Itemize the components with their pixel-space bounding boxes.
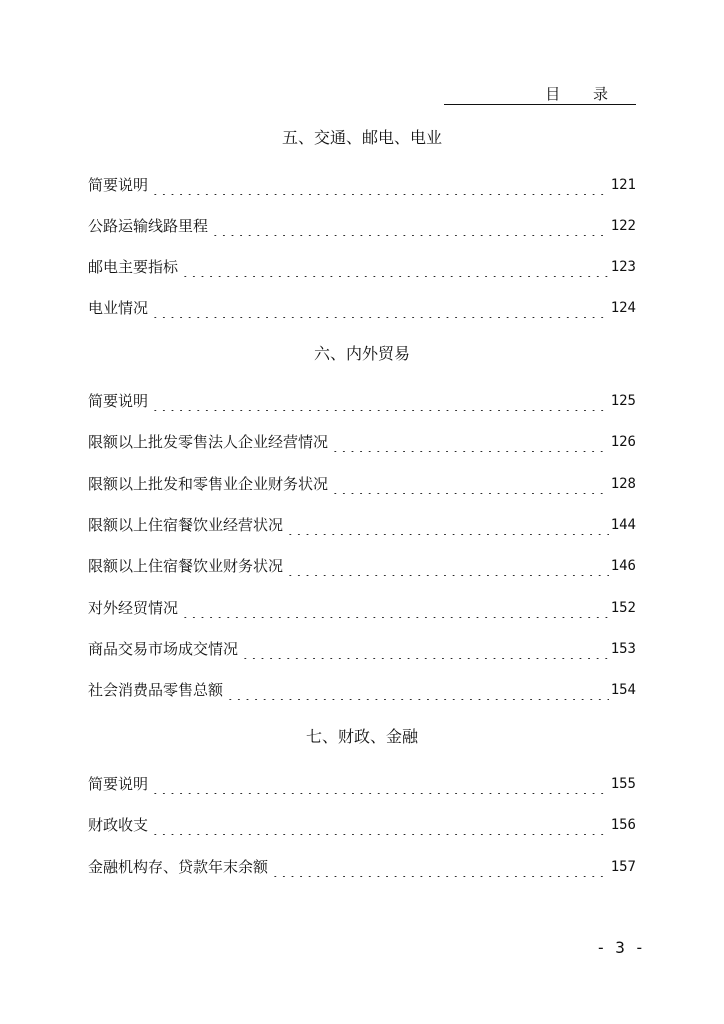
toc-leader-dots (271, 857, 609, 877)
toc-leader-dots (151, 298, 609, 318)
toc-entry-title: 商品交易市场成交情况 (88, 640, 239, 658)
running-header (444, 86, 636, 105)
toc-entry[interactable] (88, 813, 636, 835)
toc-entry[interactable] (88, 855, 636, 877)
toc-entry-page: 121 (610, 177, 636, 193)
toc-entry-title: 限额以上住宿餐饮业财务状况 (88, 557, 284, 575)
toc-entry-title: 简要说明 (88, 392, 149, 410)
toc-leader-dots (181, 257, 609, 277)
toc-leader-dots (331, 432, 609, 452)
toc-leader-dots (151, 774, 609, 794)
toc-leader-dots (211, 216, 609, 236)
toc-entry-page: 122 (610, 218, 636, 234)
toc-entry-page: 128 (610, 476, 636, 492)
toc-leader-dots (286, 556, 609, 576)
toc-entry-title: 限额以上批发零售法人企业经营情况 (88, 433, 329, 451)
toc-entry-title: 简要说明 (88, 176, 149, 194)
section-heading: 六、内外贸易 (313, 344, 410, 363)
toc-entry[interactable] (88, 513, 636, 535)
toc-leader-dots (241, 639, 609, 659)
toc-entry[interactable] (88, 472, 636, 494)
toc-leader-dots (151, 815, 609, 835)
page-number: - 3 - (596, 938, 645, 957)
toc-entry-title: 邮电主要指标 (88, 258, 179, 276)
toc-entry-page: 126 (610, 434, 636, 450)
toc-entry-title: 对外经贸情况 (88, 599, 179, 617)
toc-entry-page: 155 (610, 776, 636, 792)
toc-entry-page: 152 (610, 600, 636, 616)
toc-entry-title: 社会消费品零售总额 (88, 681, 224, 699)
toc-entry-title: 限额以上批发和零售业企业财务状况 (88, 475, 329, 493)
section-heading: 七、财政、金融 (305, 727, 418, 746)
toc-entry-title: 限额以上住宿餐饮业经营状况 (88, 516, 284, 534)
toc-entry-title: 简要说明 (88, 775, 149, 793)
toc-entry[interactable] (88, 678, 636, 700)
toc-entry-page: 124 (610, 300, 636, 316)
toc-entry[interactable] (88, 430, 636, 452)
toc-entry-title: 财政收支 (88, 816, 149, 834)
toc-entry-page: 156 (610, 817, 636, 833)
toc-entry-page: 157 (610, 859, 636, 875)
toc-entry[interactable] (88, 214, 636, 236)
toc-leader-dots (226, 680, 609, 700)
toc-entry[interactable] (88, 173, 636, 195)
toc-entry[interactable] (88, 296, 636, 318)
toc-entry[interactable] (88, 255, 636, 277)
toc-leader-dots (331, 474, 609, 494)
toc-entry-title: 公路运输线路里程 (88, 217, 209, 235)
toc-entry-page: 153 (610, 641, 636, 657)
toc-entry-page: 125 (610, 393, 636, 409)
toc-entry-page: 123 (610, 259, 636, 275)
toc-entry[interactable] (88, 554, 636, 576)
toc-entry-title: 电业情况 (88, 299, 149, 317)
toc-entry[interactable] (88, 389, 636, 411)
toc-entry[interactable] (88, 637, 636, 659)
toc-entry-page: 154 (610, 682, 636, 698)
toc-leader-dots (151, 391, 609, 411)
toc-entry-page: 144 (610, 517, 636, 533)
toc-leader-dots (151, 175, 609, 195)
header-title: 目 录 (545, 85, 622, 103)
section-heading: 五、交通、邮电、电业 (281, 128, 442, 147)
toc-entry-title: 金融机构存、贷款年末余额 (88, 858, 269, 876)
toc-entry-page: 146 (610, 558, 636, 574)
toc-entry[interactable] (88, 772, 636, 794)
toc-entry[interactable] (88, 596, 636, 618)
toc-leader-dots (181, 598, 609, 618)
toc-leader-dots (286, 515, 609, 535)
